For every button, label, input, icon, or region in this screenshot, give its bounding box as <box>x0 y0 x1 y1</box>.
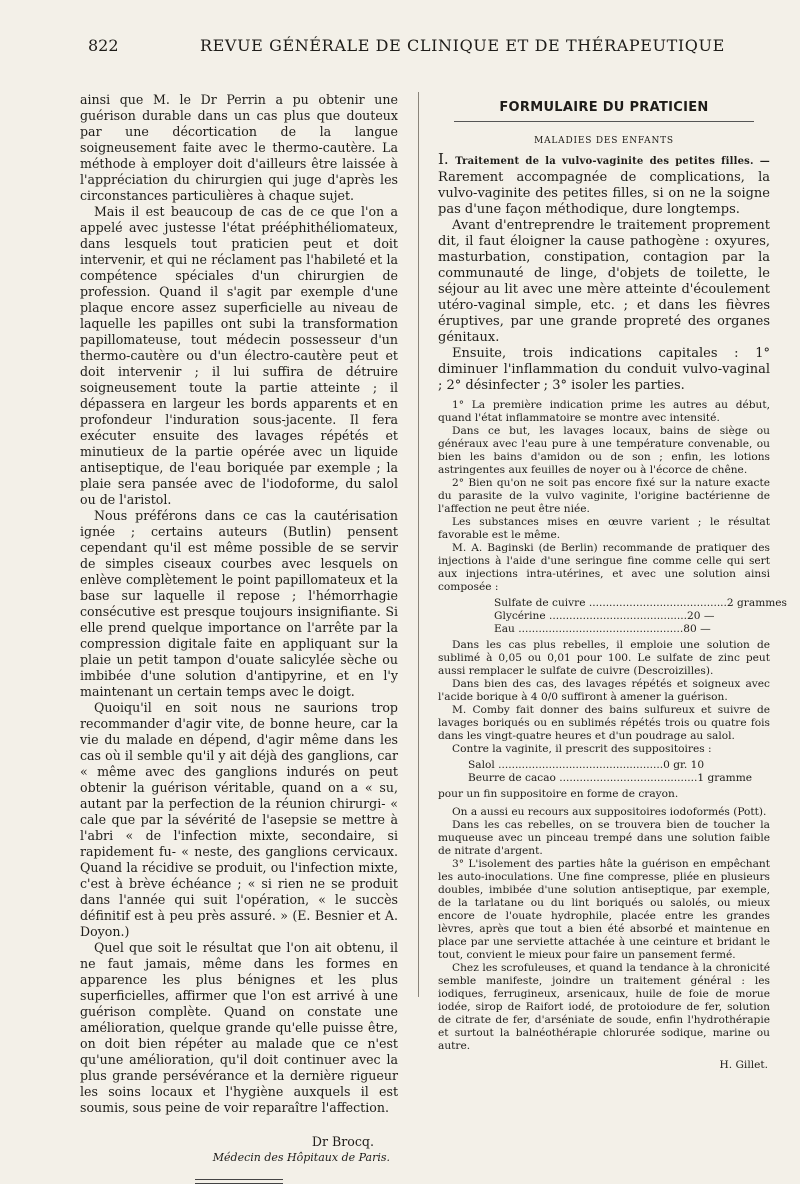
page-number: 822 <box>88 36 119 55</box>
ingredient-name: Glycérine ......................................... <box>494 610 688 622</box>
paragraph: ainsi que M. le Dr Perrin a pu obtenir une guérison durable dans un cas plus que douteux par une décortication de la langue soigneusement faite avec le thermo-cautère. La méthode à employer doit d'ailleurs être laissée à l'appréciation du chirurgien qui juge d'après les circonstances particulières à chaque sujet. <box>80 92 398 203</box>
item-intro-text: Rarement accompagnée de complications, la vulvo-vaginite des petites filles, si on ne la soigne pas d'une façon méthodique, dure longtemps. <box>438 170 770 217</box>
paragraph: 1° La première indication prime les autres au début, quand l'état inflammatoire se montre avec intensité. <box>438 399 770 424</box>
paragraph: Dans bien des cas, des lavages répétés et soigneux avec l'acide borique à 4 0/0 suffiront à amener la guérison. <box>438 678 770 703</box>
section-title: FORMULAIRE DU PRATICIEN <box>499 100 709 115</box>
paragraph: Dans ce but, les lavages locaux, bains de siège ou généraux avec l'eau pure à une température convenable, ou bien les bains d'amidon ou de son ; enfin, les lotions astringentes aux feuilles de noyer ou à l'écorce de chêne. <box>438 425 770 476</box>
page-header <box>88 36 778 60</box>
paragraph: Les substances mises en œuvre varient ; le résultat favorable est le même. <box>438 516 770 541</box>
prescription-row <box>494 597 787 610</box>
paragraph: Quel que soit le résultat que l'on ait obtenu, il ne faut jamais, même dans les formes en apparence les plus bénignes et les plus superficielles, affirmer que l'on est arrivé à une guérison complète. Quand on constate une amélioration, quelque grande qu'elle puisse être, on doit bien répéter au malade que ce n'est qu'une amélioration, qu'il doit continuer avec la plus grande persévérance et la dernière rigueur les soins locaux et l'hygiène auxquels il est soumis, sous peine de voir reparaître l'affection. <box>80 940 398 1115</box>
end-rule <box>195 1179 283 1184</box>
paragraph: 2° Bien qu'on ne soit pas encore fixé sur la nature exacte du parasite de la vulvo vaginite, l'origine bactérienne de l'affection ne peut être niée. <box>438 477 770 515</box>
paragraph: Contre la vaginite, il prescrit des suppositoires : <box>452 743 712 755</box>
paragraph: Mais il est beaucoup de cas de ce que l'on a appelé avec justesse l'état prééphithéliomateux, dans lesquels tout praticien peut et doit intervenir, et qui ne réclament pas l'habileté et la compétence spéciales d'un chirurgien de profession. Quand il s'agit par exemple d'une plaque encore assez superficielle au niveau de laquelle les papilles ont subi la transformation papillomateuse, tout médecin possesseur d'un thermo-cautère ou d'un électro-cautère peut et doit intervenir ; il lui suffira de détruire soigneusement toute la partie atteinte ; il dépassera en largeur les bords apparents et en profondeur l'induration sous-jacente. Il fera exécuter ensuite des lavages répétés et minutieux de la partie opérée avec un liquide antiseptique, de l'eau boriquée par exemple ; la plaie sera pansée avec de l'iodoforme, du salol ou de l'aristol. <box>80 204 398 507</box>
ingredient-name: Eau ................................................. <box>494 623 684 635</box>
prescription-row <box>468 759 730 772</box>
item-intro <box>438 151 770 218</box>
paragraph: Ensuite, trois indications capitales : 1° diminuer l'inflammation du conduit vulvo-vaginal ; 2° désinfecter ; 3° isoler les parties. <box>438 346 770 393</box>
prescription-row <box>494 610 739 623</box>
ingredient-qty: 80 — <box>683 623 711 635</box>
paragraph: Nous préférons dans ce cas la cautérisation ignée ; certains auteurs (Butlin) pensent cependant qu'il est même possible de se servir de simples ciseaux courbes avec lesquels on enlève complètement le point papillomateux et la base sur laquelle il repose ; l'hémorrhagie consécutive est presque toujours insignifiante. Si elle prend quelque importance on l'arrête par la compression digitale faite en appliquant sur la plaie un petit tampon d'ouate salicylée sèche ou imbibée d'une solution d'antipyrine, et en l'y maintenant un certain temps avec le doigt. <box>80 508 398 699</box>
ingredient-name: Salol ................................................. <box>468 759 664 771</box>
running-title: REVUE GÉNÉRALE DE CLINIQUE ET DE THÉRAPEUTIQUE <box>200 36 725 55</box>
ingredient-qty: 1 gramme <box>697 772 753 784</box>
ingredient-qty: 20 — <box>687 610 715 622</box>
item-number: I. <box>438 150 449 168</box>
author-title: Médecin des Hôpitaux de Paris. <box>212 1151 390 1164</box>
paragraph: Dans les cas plus rebelles, il emploie une solution de sublimé à 0,05 ou 0,01 pour 100. Le sulfate de zinc peut aussi remplacer le sulfate de cuivre (Descroizilles). <box>438 639 770 677</box>
prescription-2 <box>468 759 770 785</box>
prescription-row <box>468 772 753 785</box>
paragraph: M. Comby fait donner des bains sulfureux et suivre de lavages boriqués ou en sublimés répétés trois ou quatre fois dans les vingt-quatre heures et d'un poudrage au salol. <box>438 704 770 742</box>
paragraph: On a aussi eu recours aux suppositoires iodoformés (Pott). <box>452 806 767 818</box>
title-rule <box>454 121 754 122</box>
paragraph: Quoiqu'il en soit nous ne saurions trop recommander d'agir vite, de bonne heure, car la vie du malade en dépend, d'agir même dans les cas où il semble qu'il y ait déjà des ganglions, car « même avec des ganglions indurés on peut obtenir la guérison véritable, quand on a « su, autant par la perfection de la réunion chirurgi- « cale que par la sévérité de l'asepsie se mettre à l'abri « de l'infection mixte, secondaire, si rapidement fu- « neste, des ganglions cervicaux. Quand la récidive se produit, ou l'infection mixte, c'est à brève échéance ; « si rien ne se produit dans l'année qui suit l'opération, « le succès définitif est à peu près assuré. » (E. Besnier et A. Doyon.) <box>80 700 398 939</box>
author-signature: Dr Brocq. <box>311 1134 374 1149</box>
left-column <box>80 92 398 1184</box>
paragraph: Avant d'entreprendre le traitement proprement dit, il faut éloigner la cause pathogène : oxyures, masturbation, constipation, contagion par la communauté de linge, d'objets de toilette, le séjour au lit avec une mère atteinte d'écoulement utéro-vaginal simple, etc. ; et dans les fièvres éruptives, par une grande propreté des organes génitaux. <box>438 218 770 345</box>
prescription-1 <box>494 597 787 636</box>
right-column <box>438 92 787 1071</box>
column-divider <box>418 92 419 997</box>
subsection-heading: MALADIES DES ENFANTS <box>534 136 674 146</box>
paragraph: 3° L'isolement des parties hâte la guérison en empêchant les auto-inoculations. Une fine compresse, pliée en plusieurs doubles, imbibée d'une solution antiseptique, par exemple, de la tarlatane ou du lint boriqués ou salolés, ou mieux encore de l'ouate hydrophile, placée entre les grandes lèvres, après que tout a bien été absorbé et maintenue en place par une serviette attachée à une ceinture et bridant le tout, convient le mieux pour faire un pansement fermé. <box>438 858 770 961</box>
ingredient-qty: 0 gr. 10 <box>663 759 705 771</box>
paragraph: pour un fin suppositoire en forme de crayon. <box>438 788 679 800</box>
paragraph: Dans les cas rebelles, on se trouvera bien de toucher la muqueuse avec un pinceau trempé dans une solution faible de nitrate d'argent. <box>438 819 770 857</box>
ingredient-name: Beurre de cacao ......................................... <box>468 772 698 784</box>
prescription-row <box>494 623 739 636</box>
paragraph: Chez les scrofuleuses, et quand la tendance à la chronicité semble manifeste, joindre un traitement général : les iodiques, ferrugineux, arsenicaux, huile de foie de morue iodée, sirop de Raifort iodé, de protoiodure de fer, solution de citrate de fer, d'arséniate de soude, enfin l'hydrothérapie et surtout la balnéothérapie chlorurée sodique, marine ou autre. <box>438 962 770 1052</box>
item-title: Traitement de la vulvo-vaginite des petites filles. — <box>455 156 770 167</box>
paragraph: M. A. Baginski (de Berlin) recommande de pratiquer des injections à l'aide d'une seringue fine comme celle qui sert aux injections intra-utérines, et avec une solution ainsi composée : <box>438 542 770 593</box>
ingredient-qty: 2 grammes <box>726 597 787 609</box>
author-signature: H. Gillet. <box>719 1059 768 1071</box>
ingredient-name: Sulfate de cuivre ......................................... <box>494 597 727 609</box>
